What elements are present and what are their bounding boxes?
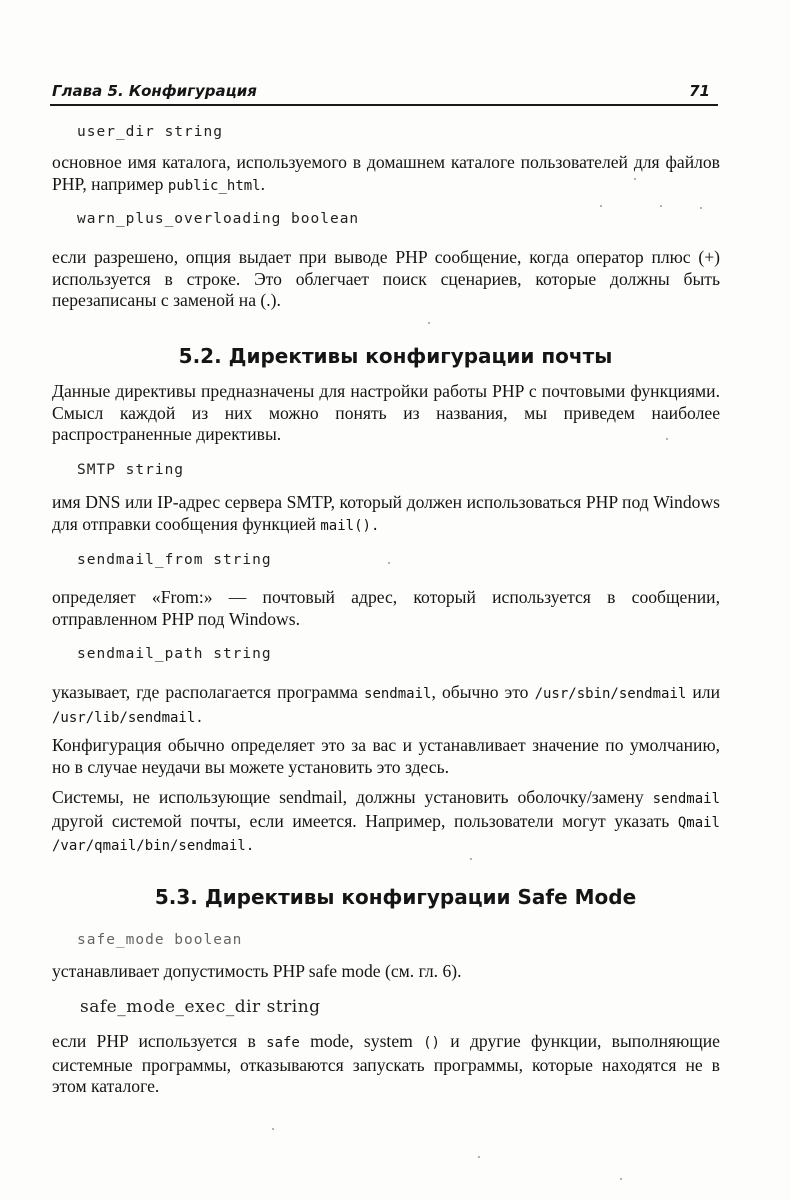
directive-smtp-desc (52, 492, 720, 537)
directive-sendmail-from-desc: определяет «From:» — почтовый адрес, который используется в сообщении, отправленном PHP под Windows. (52, 587, 720, 629)
inline-code: mail(). (320, 517, 380, 534)
desc-text: . (260, 173, 266, 194)
systems-note (52, 787, 720, 858)
page-number: 71 (689, 82, 710, 100)
directive-safe-mode-exec-dir-desc (52, 1031, 720, 1098)
inline-code: /usr/lib/sendmail. (52, 709, 204, 726)
desc-text: указывает, где располагается программа (52, 682, 365, 702)
scan-speck (428, 322, 430, 324)
inline-code: public_html (167, 177, 261, 194)
desc-text: Системы, не использующие sendmail, должны установить оболочку/замену (52, 787, 653, 807)
directive-warn-plus-overloading-desc: если разрешено, опция выдает при выводе PHP сообщение, когда оператор плюс (+) используется в строке. Это облегчает поиск сценариев, которые должны быть перезаписаны с заменой на (.). (52, 247, 720, 310)
desc-text: основное имя каталога, используемого в домашнем каталоге пользователей для файлов PHP, например (52, 152, 720, 194)
directive-sendmail-path-desc (52, 682, 720, 729)
scan-speck (700, 207, 702, 209)
scan-speck (478, 1156, 480, 1158)
scan-speck (620, 1178, 622, 1180)
desc-text: или (686, 682, 721, 702)
scan-speck (634, 178, 636, 180)
scan-speck (666, 438, 668, 440)
running-header-chapter: Глава 5. Конфигурация (52, 82, 257, 100)
scan-speck (388, 562, 390, 564)
inline-code: () (423, 1035, 440, 1051)
directive-warn-plus-overloading: warn_plus_overloading boolean (77, 211, 360, 227)
inline-code: Qmail /var/qmail/bin/sendmail. (52, 814, 720, 854)
inline-code: /usr/sbin/sendmail (534, 686, 687, 702)
section-mail-intro: Данные директивы предназначены для настройки работы PHP с почтовыми функциями. Смысл каждой из них можно понять из названия, мы приведем наиболее распространенные директивы. (52, 381, 720, 444)
scan-speck (272, 1128, 274, 1130)
directive-safe-mode-exec-dir: safe_mode_exec_dir string (80, 997, 321, 1017)
desc-text: если PHP используется в (52, 1031, 267, 1051)
inline-code: sendmail (652, 791, 720, 807)
section-heading-mail: 5.2. Директивы конфигурации почты (178, 344, 613, 368)
section-heading-safe-mode: 5.3. Директивы конфигурации Safe Mode (154, 885, 637, 909)
desc-text: и другие функции, выполняющие системные программы, отказываются запускать программы, которые находятся не в этом каталоге. (52, 1031, 720, 1096)
directive-sendmail-from: sendmail_from string (77, 552, 272, 568)
scan-speck (470, 858, 472, 860)
scan-speck (600, 205, 602, 207)
directive-smtp: SMTP string (77, 462, 185, 478)
desc-text: имя DNS или IP-адрес сервера SMTP, который должен использоваться PHP под Windows для отправки сообщения функцией (52, 492, 720, 534)
sendmail-path-note: Конфигурация обычно определяет это за вас и устанавливает значение по умолчанию, но в случае неудачи вы можете установить это здесь. (52, 735, 720, 777)
directive-user-dir-desc (52, 152, 720, 197)
inline-code: safe (266, 1035, 300, 1051)
header-rule (50, 104, 718, 106)
inline-code: sendmail (364, 686, 432, 702)
scan-speck (660, 205, 662, 207)
directive-safe-mode: safe_mode boolean (77, 932, 243, 948)
directive-user-dir: user_dir string (77, 124, 223, 140)
desc-text: другой системой почты, если имеется. Например, пользователи могут указать (52, 810, 678, 831)
directive-safe-mode-desc: устанавливает допустимость PHP safe mode (см. гл. 6). (52, 961, 462, 981)
directive-sendmail-path: sendmail_path string (77, 646, 272, 662)
desc-text: mode, system (299, 1031, 424, 1051)
desc-text: , обычно это (431, 682, 535, 702)
